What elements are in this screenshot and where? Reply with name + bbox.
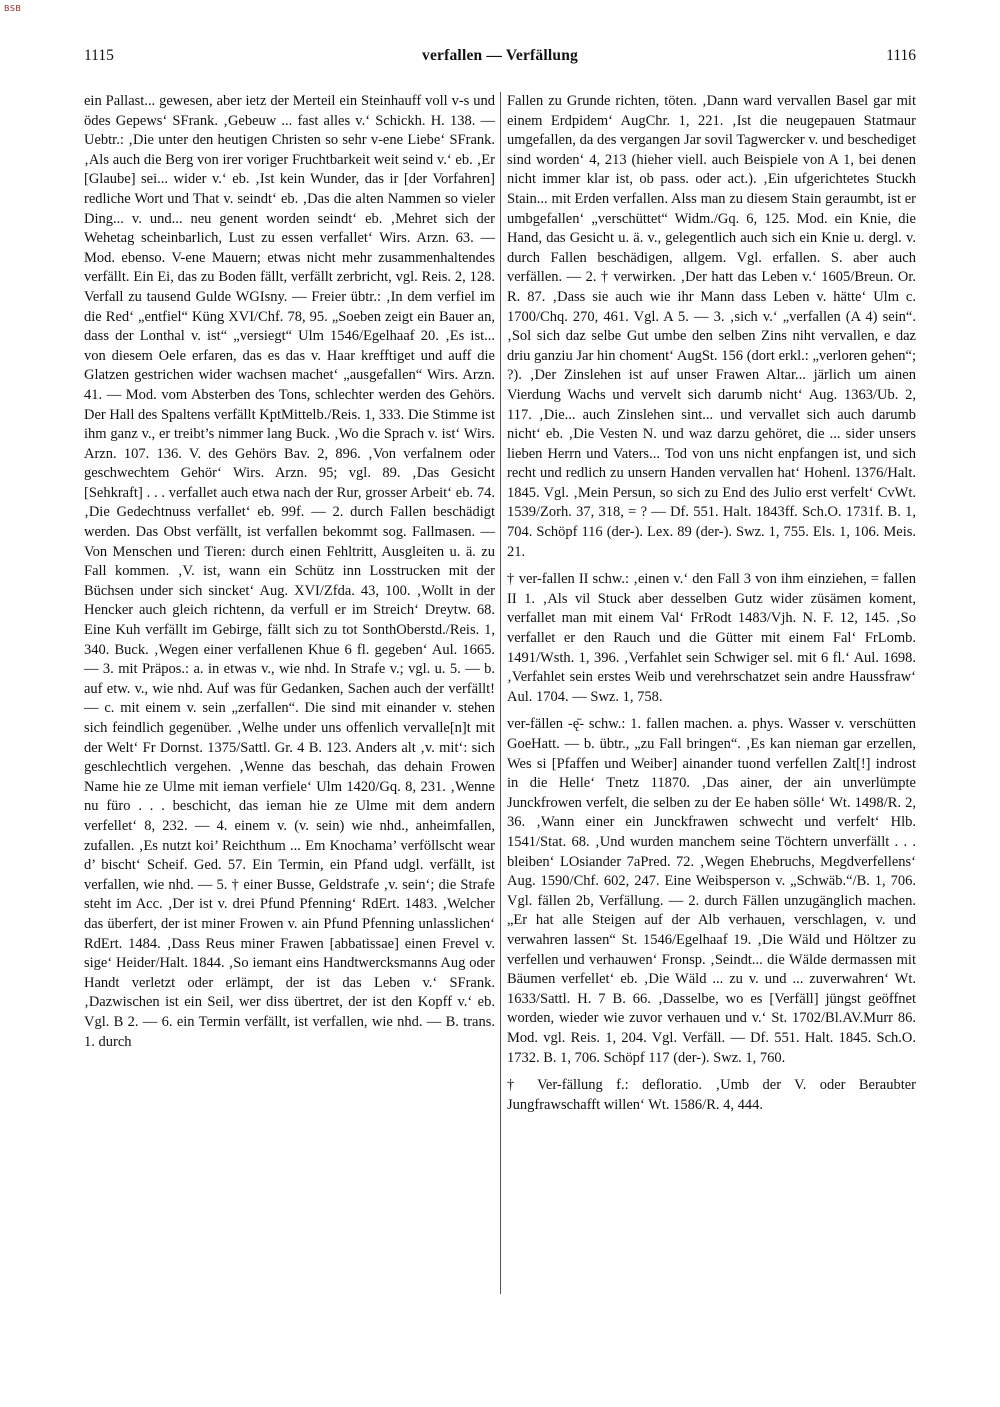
entry-verfallen-II: † ver-fallen II schw.: ‚einen v.‘ den Fall 3 von ihm einziehen, = fallen II 1. ‚Als vil Stuck aber desselben Gutz wider züsämen koment, verfallet man mit einem Val‘ FrRodt 1483/Vjh. N. F. 12, 145. ‚So verfallet er den Rauch und die Gütter mit einem Fal‘ FrLomb. 1491/Wsth. 1, 396. ‚Verfahlet sein Schwiger sel. mit 6 fl.‘ Aul. 1698. ‚Verfahlet sein erstes Weib und verehrschatzet sein andre Haussfraw‘ Aul. 1704. — Swz. 1, 758. bbox=[507, 571, 916, 705]
entry-verfaellen: ver-fällen -ę̄- schw.: 1. fallen machen. a. phys. Wasser v. verschütten GoeHatt. — b. übtr., „zu Fall bringen“. ‚Es kan nieman gar erzellen, Wes si [Pfaffen und Weiber] ainander tuond verfellen Zalt[!] indrost in die Helle‘ Tnetz 11870. ‚Das ainer, der ain unverlümpte Junckfrowen verfelt, die selben zu der Ee haben sölle‘ Wt. 1498/R. 2, 36. ‚Wann einer ein Junckfrawen schwecht und verfelt‘ Hlb. 1541/Stat. 68. ‚Und wurden manchem seine Töchtern unverfällt . . . bleiben‘ LOsiander 7aPred. 72. ‚Wegen Ehebruchs, Megdverfellens‘ Aug. 1590/Chf. 602, 247. Eine Weibsperson v. „Schwäb.“/B. 1, 706. Vgl. fällen 2b, Verfällung. — 2. durch Fällen unzugänglich machen. „Er hat alle Steigen auf der Alb verhauen, verschlagen, v. und verwahren lassen“ St. 1546/Egelhaaf 19. ‚Die Wäld und Höltzer zu verfellen und verhauwen‘ Fronsp. ‚Seindt... die Wälde dermassen mit Bäumen verfellet‘ eb. ‚Die Wäld ... zu v. und ... zuverwahren‘ Wt. 1633/Sattl. H. 7 B. 66. ‚Dasselbe, wo es [Verfäll] jüngst geöffnet worden, wieder wie zuvor verhauen und v.‘ St. 1702/Bl.AV.Murr 86. Mod. vgl. Reis. 1, 204. Vgl. Verfäll. — Df. 551. Halt. 1845. Sch.O. 1732. B. 1, 706. Schöpf 117 (der-). Swz. 1, 760. bbox=[507, 716, 916, 1066]
page-number-right: 1116 bbox=[886, 47, 916, 64]
entry-verfaellung: † Ver-fällung f.: defloratio. ‚Umb der V. oder Beraubter Jungfrawschafft willen‘ Wt. 1586/R. 4, 444. bbox=[507, 1077, 916, 1113]
page-number-left: 1115 bbox=[84, 47, 114, 64]
library-stamp: BSB bbox=[4, 4, 22, 13]
left-column bbox=[84, 92, 495, 1052]
left-column-text: ein Pallast... gewesen, aber ietz der Merteil ein Steinhauff voll v-s und ödes Gepews‘ SFrank. ‚Gebeuw ... fast alles v.‘ Schickh. H. 138. — Uebtr.: ‚Die unter den heutigen Christen so sehr v-ene Liebe‘ SFrank. ‚Als auch die Berg von irer voriger Fruchtbarkeit weit seind v.‘ eb. ‚Er [Glaube] sei... wider v.‘ eb. ‚Ist kein Wunder, das ir [der Vorfahren] redliche Wort und That v. seindt‘ eb. ‚Das die alten Nammen so vieler Ding... v. und... neu genent worden seindt‘ eb. ‚Mehret sich der Wehetag scheinbarlich, Lust zu essen verfallet‘ Wirs. Arzn. 63. — Mod. ebenso. V-ene Mauern; etwas nicht mehr zusammenhaltendes verfällt. Ein Ei, das zu Boden fällt, verfällt zerbricht, vgl. Reis. 2, 128. Verfall zu tausend Gulde WGIsny. — Freier übtr.: ‚In dem verfiel im die Red‘ „entfiel“ Küng XVI/Chf. 78, 95. „Soeben zeigt ein Bauer an, dass der Lonthal v. ist“ „versiegt“ Ulm 1546/Egelhaaf 20. ‚Es ist... von diesem Oele erfaren, das es das v. Haar krefftiget und auff die Glatzen gestrichen wider wachsen machet‘ „ausgefallen“ Wirs. Arzn. 41. — Mod. vom Absterben des Tons, schlechter werden des Gehörs. Der Hall des Spaltens verfällt KptMittelb./Reis. 1, 333. Die Stimme ist ihm ganz v., er treibt’s nimmer lang Buck. ‚Wo die Sprach v. ist‘ Wirs. Arzn. 107. 136. V. des Gehörs Bav. 2, 896. ‚Von verfalnem oder geschwechtem Gehör‘ Wirs. Arzn. 95; vgl. 89. ‚Das Gesicht [Sehkraft] . . . verfallet auch etwa nach der Rur, grosser Arbeit‘ eb. 74. ‚Die Gedechtnuss verfallet‘ eb. 99f. — 2. durch Fallen beschädigt werden. Das Obst verfällt, ist verfallen bekommt sog. Fallmasen. — Von Menschen und Tieren: durch einen Fehltritt, Ausgleiten u. ä. zu Fall kommen. ‚V. ist, wann ein Schütz inn Losstrucken mit der Büchsen under sich sincket‘ Aug. XVI/Zfda. 43, 100. ‚Wollt in der Hencker auch gleich richtenn, da verfull er im Streich‘ Dreytw. 68. Eine Kuh verfällt im Gebirge, fällt sich zu tot SonthOberstd./Reis. 1, 340. Buck. ‚Wegen einer verfallenen Khue 6 fl. gegeben‘ Aul. 1665. — 3. mit Präpos.: a. in etwas v., wie nhd. In Strafe v.; vgl. u. 5. — b. auf etw. v., wie nhd. Auf was für Gedanken, Sachen auch der verfällt! — c. mit einem v. sein „zerfallen“. Die sind mit einander v. stehen sich feindlich gegenüber. ‚Welhe under uns offenlich vervalle[n]t mit der Welt‘ Fr Dornst. 1375/Sattl. Gr. 4 B. 123. Anders alt ‚v. mit‘: sich geschlechtlich vergehen. ‚Wenne das beschah, das dehain Frowen Name hie ze Ulme mit ieman verfiele‘ Ulm 1420/Gq. 8, 231. ‚Wenne nu füro . . . beschicht, das ieman hie ze Ulme mit dem andern verfellet‘ 8, 232. — 4. einem v. (v. sein) wie nhd., anheimfallen, zufallen. ‚Es nutzt koi’ Reichthum ... Em Knochama’ verföllscht wear d’ bischt‘ Scheif. Ged. 57. Ein Termin, ein Pfand udgl. verfällt, ist verfallen, wie nhd. — 5. † einer Busse, Geldstrafe ‚v. sein‘; die Strafe steht im Acc. ‚Der ist v. drei Pfund Pfenning‘ RdErt. 1483. ‚Welcher das überfert, der ist miner Frowen v. ain Pfund Pfenning unlasslichen‘ RdErt. 1484. ‚Dass Reus miner Frawen [abbatissae] einen Frevel v. sige‘ Heider/Halt. 1844. ‚So iemant eins Handtwercksmanns Aug oder Handt verletzt oder erlämpt, der ist das Leben v.‘ SFrank. ‚Dazwischen ist ein Seil, wer diss übertret, der ist den Kopff v.‘ eb. Vgl. B 2. — 6. ein Termin verfällt, ist verfallen, wie nhd. — B. trans. 1. durch bbox=[84, 93, 495, 1050]
column-divider bbox=[500, 92, 501, 1294]
entry-verfallen-continuation: Fallen zu Grunde richten, töten. ‚Dann ward vervallen Basel gar mit einem Erdpidem‘ AugChr. 1, 221. ‚Ist die neugepauen Statmaur umgefallen, da des vergangen Jar sovil Tagwercker v. und beschediget sind worden‘ 4, 213 (hieher viell. auch Beispiele von A 1, bei denen nicht immer klar ist, ob pass. oder act.). ‚Ein ufgerichtetes Stuckh Stain... mit Erden verfallen. Alss man zu diesem Stain geraumbt, ist er umbgefallen‘ „verschüttet“ Widm./Gq. 6, 125. Mod. ein Knie, die Hand, das Gesicht u. ä. v., gelegentlich auch sich ein Knie u. dergl. v. durch Fallen beschädigen, allgem. Vgl. erfallen. S. aber auch verfällen. — 2. † verwirken. ‚Der hatt das Leben v.‘ 1605/Breun. Or. R. 87. ‚Dass sie auch wie ihr Mann dass Leben v. hätte‘ Ulm c. 1700/Chq. 270, 461. Vgl. A 5. — 3. ‚sich v.‘ „verfallen (A 4) sein“. ‚Sol sich daz selbe Gut umbe den selben Zins niht vervallen, e daz driu ganziu Jar hin choment‘ AugSt. 156 (dort erkl.: „verloren gehen“; ?). ‚Der Zinslehen ist auf unser Frawen Altar... järlich um ainen Vierdung Wachs und vervelt sich darumb nicht‘ Aug. 1363/Ub. 2, 117. ‚Die... auch Zinslehen sint... und vervallet sich auch darumb nicht‘ eb. ‚Die Vesten N. und waz darzu gehöret, die ... sider unsers lieben Herrn und Vaters... Tod von uns nicht enpfangen ist, und sich recht und redlich zu unsern Handen vervallen hat‘ Hohenl. 1376/Halt. 1845. Vgl. ‚Mein Persun, so sich zu End des Julio erst verfelt‘ CvWt. 1539/Zorh. 37, 318, = ? — Df. 551. Halt. 1843ff. Sch.O. 1731f. B. 1, 704. Schöpf 116 (der-). Lex. 89 (der-). Swz. 1, 755. Els. 1, 106. Meis. 21. bbox=[507, 93, 916, 560]
page-header bbox=[84, 47, 916, 69]
right-column bbox=[507, 92, 916, 1115]
running-title: verfallen — Verfällung bbox=[422, 47, 578, 64]
